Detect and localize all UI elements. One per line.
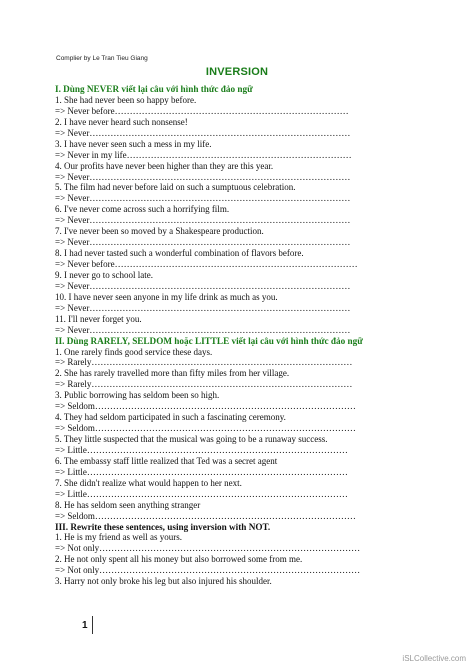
question-line: 5. They little suspected that the musical was going to be a runaway success.	[55, 434, 328, 444]
answer-line: => Seldom……………………………………………………………………………	[55, 510, 356, 521]
question-line: 10. I have never seen anyone in my life drink as much as you.	[55, 291, 278, 302]
question-line: 9. I never go to school late.	[55, 269, 153, 280]
question-line: 6. The embassy staff little realized that Ted was a secret agent	[55, 455, 278, 466]
question-line: 8. He has seldom seen anything stranger	[55, 499, 201, 510]
question-line: 4. Our profits have never been higher than they are this year.	[55, 160, 274, 171]
exercise-content	[55, 84, 425, 587]
answer-line: => Not only……………………………………………………………………………	[55, 543, 361, 554]
answer-line: => Never……………………………………………………………………………	[55, 215, 351, 226]
answer-line: => Never……………………………………………………………………………	[55, 324, 351, 335]
answer-line: => Little……………………………………………………………………………	[55, 444, 348, 455]
answer-line: => Never in my life…………………………………………………………………	[55, 149, 352, 160]
answer-line: => Never……………………………………………………………………………	[55, 280, 351, 291]
answer-line: => Never……………………………………………………………………………	[55, 302, 351, 313]
footer-divider	[92, 616, 93, 634]
answer-line: => Never……………………………………………………………………………	[55, 237, 351, 248]
question-line: 7. She didn't realize what would happen to her next.	[55, 477, 242, 488]
answer-line: => Never before………………………………………………………………………	[55, 259, 358, 269]
question-line: 1. He is my friend as well as yours.	[55, 532, 182, 543]
page-title: INVERSION	[205, 66, 269, 78]
watermark: iSLCollective.com	[402, 654, 466, 663]
answer-line: => Rarely……………………………………………………………………………	[55, 357, 353, 368]
question-line: 6. I've never come across such a horrifying film.	[55, 204, 230, 215]
question-line: 2. He not only spent all his money but also borrowed some from me.	[55, 554, 303, 565]
question-line: 2. She has rarely travelled more than fifty miles from her village.	[55, 368, 290, 379]
compiler-credit: Complier by Le Tran Tieu Giang	[56, 55, 148, 62]
question-line: 4. They had seldom participated in such a fascinating ceremony.	[55, 412, 286, 423]
question-line: 2. I have never heard such nonsense!	[55, 116, 188, 127]
question-line: 1. She had never been so happy before.	[55, 94, 197, 105]
answer-line: => Not only……………………………………………………………………………	[55, 565, 361, 576]
answer-line: => Never……………………………………………………………………………	[55, 127, 351, 138]
page-number: 1	[82, 620, 88, 631]
question-line: 11. I'll never forget you.	[55, 313, 142, 324]
question-line: 7. I've never been so moved by a Shakespeare production.	[55, 226, 264, 237]
question-line: 3. Public borrowing has seldom been so high.	[55, 390, 220, 401]
section-heading: III. Rewrite these sentences, using inversion with NOT.	[55, 521, 271, 532]
question-line: 1. One rarely finds good service these days.	[55, 346, 213, 357]
question-line: 8. I had never tasted such a wonderful combination of flavors before.	[55, 248, 304, 259]
answer-line: => Little……………………………………………………………………………	[55, 488, 348, 499]
question-line: 5. The film had never before laid on such a sumptuous celebration.	[55, 182, 296, 193]
section-heading: I. Dùng NEVER viết lại câu với hình thức đảo ngữ	[55, 84, 253, 94]
answer-line: => Rarely……………………………………………………………………………	[55, 379, 353, 390]
question-line: 3. Harry not only broke his leg but also injured his shoulder.	[55, 576, 272, 587]
answer-line: => Never……………………………………………………………………………	[55, 193, 351, 204]
section-heading: II. Dùng RARELY, SELDOM hoặc LITTLE viết lại câu với hình thức đảo ngữ	[55, 335, 363, 346]
answer-line: => Never before……………………………………………………………………	[55, 105, 349, 116]
answer-line: => Seldom……………………………………………………………………………	[55, 423, 356, 434]
answer-line: => Seldom……………………………………………………………………………	[55, 401, 356, 412]
question-line: 3. I have never seen such a mess in my life.	[55, 138, 212, 149]
answer-line: => Never……………………………………………………………………………	[55, 171, 351, 182]
answer-line: => Little……………………………………………………………………………	[55, 466, 348, 477]
